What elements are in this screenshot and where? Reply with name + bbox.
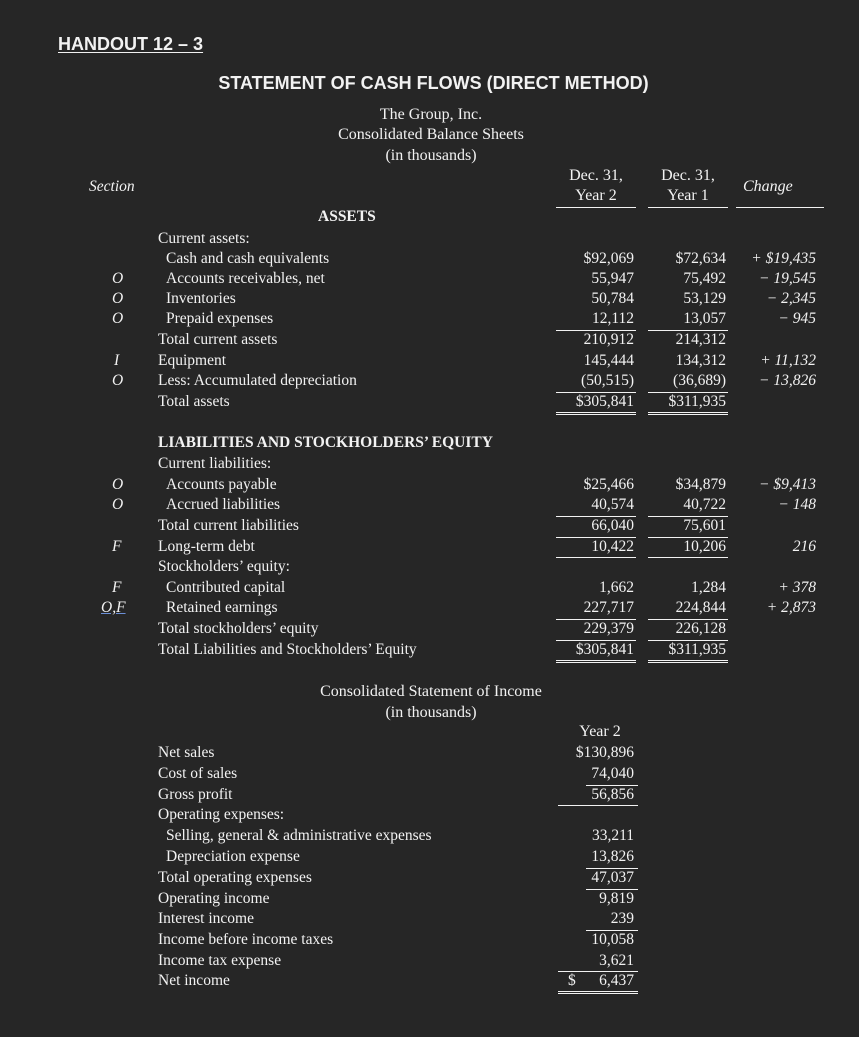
ap-y1: $34,879 <box>675 476 726 493</box>
balance-sheet-units: (in thousands) <box>385 147 477 164</box>
header-underline-change <box>736 207 824 208</box>
header-underline-y1 <box>648 207 728 208</box>
cc-section: F <box>112 579 122 596</box>
current-assets-heading: Current assets: <box>158 230 250 247</box>
inventories-y2: 50,784 <box>591 290 634 307</box>
cost-of-sales-label: Cost of sales <box>158 765 238 782</box>
current-liabilities-heading: Current liabilities: <box>158 455 272 472</box>
tax-value: 3,621 <box>599 952 634 969</box>
re-section: O,F <box>101 599 126 616</box>
accum-dep-section: O <box>112 372 124 389</box>
handout-number: HANDOUT 12 – 3 <box>58 34 204 54</box>
ap-change: − $9,413 <box>759 476 816 493</box>
equipment-y1: 134,312 <box>675 352 726 369</box>
total-se-label: Total stockholders’ equity <box>158 620 319 637</box>
total-current-liabilities-y1: 75,601 <box>683 517 726 534</box>
prepaid-y2: 12,112 <box>591 310 634 327</box>
ibt-value: 10,058 <box>591 931 634 948</box>
sga-label: Selling, general & administrative expenses <box>166 827 432 844</box>
cash-change: + $19,435 <box>751 250 816 267</box>
cash-y1: $72,634 <box>675 250 726 267</box>
assets-heading: ASSETS <box>318 208 376 225</box>
cc-label: Contributed capital <box>166 579 286 596</box>
accrued-section: O <box>112 496 124 513</box>
header-underline-y2 <box>556 207 636 208</box>
ar-section: O <box>112 270 124 287</box>
gross-profit-label: Gross profit <box>158 786 233 803</box>
inventories-label: Inventories <box>166 290 236 307</box>
section-column-header: Section <box>89 178 135 195</box>
re-y1: 224,844 <box>675 599 726 616</box>
depreciation-expense-value: 13,826 <box>591 848 634 865</box>
equipment-change: + 11,132 <box>760 352 816 369</box>
ar-label: Accounts receivables, net <box>166 270 325 287</box>
change-column-header: Change <box>743 178 793 195</box>
gross-underline <box>558 805 638 806</box>
equipment-y2: 145,444 <box>583 352 634 369</box>
income-statement-units: (in thousands) <box>385 704 477 721</box>
total-assets-dbl-underline-y2 <box>556 412 636 415</box>
ltd-section: F <box>112 538 122 555</box>
tlse-dbl-underline-y2 <box>556 660 636 663</box>
net-income-value: 6,437 <box>599 972 634 989</box>
ap-label: Accounts payable <box>166 476 277 493</box>
company-name: The Group, Inc. <box>379 106 483 123</box>
accum-dep-y1: (36,689) <box>673 372 726 389</box>
net-income-dbl-underline <box>558 991 638 994</box>
total-assets-y1: $311,935 <box>668 393 726 410</box>
ltd-underline-y2 <box>556 557 636 558</box>
equipment-section: I <box>114 352 120 369</box>
total-liab-se-label: Total Liabilities and Stockholders’ Equity <box>158 641 417 658</box>
equipment-label: Equipment <box>158 352 227 369</box>
ar-change: − 19,545 <box>759 270 816 287</box>
cc-change: + 378 <box>778 579 816 596</box>
inventories-y1: 53,129 <box>683 290 726 307</box>
net-sales-label: Net sales <box>158 744 215 761</box>
accrued-label: Accrued liabilities <box>166 496 281 513</box>
ltd-y2: 10,422 <box>591 538 634 555</box>
operating-income-value: 9,819 <box>599 890 634 907</box>
year2-header-line2: Year 2 <box>575 187 617 204</box>
year1-header-line2: Year 1 <box>667 187 709 204</box>
page-title: STATEMENT OF CASH FLOWS (DIRECT METHOD) <box>218 73 649 93</box>
tlse-dbl-underline-y1 <box>648 660 728 663</box>
prepaid-section: O <box>112 310 124 327</box>
ap-y2: $25,466 <box>583 476 634 493</box>
accum-dep-change: − 13,826 <box>759 372 816 389</box>
year2-header-line1: Dec. 31, <box>569 167 623 184</box>
total-current-liabilities-label: Total current liabilities <box>158 517 299 534</box>
total-liab-se-y1: $311,935 <box>668 641 726 658</box>
year1-header-line1: Dec. 31, <box>661 167 715 184</box>
prepaid-y1: 13,057 <box>683 310 726 327</box>
interest-income-value: 239 <box>610 910 634 927</box>
income-year2-header: Year 2 <box>579 723 621 740</box>
income-statement-title: Consolidated Statement of Income <box>320 683 542 700</box>
tax-label: Income tax expense <box>158 952 282 969</box>
total-assets-dbl-underline-y1 <box>648 412 728 415</box>
inventories-change: − 2,345 <box>766 290 816 307</box>
ibt-label: Income before income taxes <box>158 931 334 948</box>
total-current-assets-label: Total current assets <box>158 331 278 348</box>
interest-income-label: Interest income <box>158 910 254 927</box>
total-liab-se-y2: $305,841 <box>575 641 634 658</box>
net-sales-value: $130,896 <box>575 744 634 761</box>
total-assets-y2: $305,841 <box>575 393 634 410</box>
total-assets-label: Total assets <box>158 393 230 410</box>
accum-dep-label: Less: Accumulated depreciation <box>158 372 357 389</box>
total-current-assets-y2: 210,912 <box>583 331 634 348</box>
accrued-y1: 40,722 <box>683 496 726 513</box>
inventories-section: O <box>112 290 124 307</box>
total-opex-label: Total operating expenses <box>158 869 312 886</box>
sga-value: 33,211 <box>591 827 634 844</box>
net-income-label: Net income <box>158 972 230 989</box>
ar-y1: 75,492 <box>683 270 726 287</box>
ltd-change: 216 <box>792 538 816 555</box>
ap-section: O <box>112 476 124 493</box>
cost-of-sales-value: 74,040 <box>591 765 634 782</box>
prepaid-change: − 945 <box>778 310 816 327</box>
prepaid-label: Prepaid expenses <box>166 310 274 327</box>
net-income-dollar: $ <box>568 972 576 989</box>
stockholders-equity-heading: Stockholders’ equity: <box>158 558 290 575</box>
re-label: Retained earnings <box>166 599 278 616</box>
total-current-liabilities-y2: 66,040 <box>591 517 634 534</box>
re-y2: 227,717 <box>583 599 634 616</box>
operating-income-label: Operating income <box>158 890 270 907</box>
ltd-y1: 10,206 <box>683 538 726 555</box>
ltd-underline-y1 <box>648 557 728 558</box>
liabilities-heading: LIABILITIES AND STOCKHOLDERS’ EQUITY <box>158 434 493 451</box>
total-se-y2: 229,379 <box>583 620 634 637</box>
ltd-label: Long-term debt <box>158 538 255 555</box>
total-opex-value: 47,037 <box>591 869 634 886</box>
cash-y2: $92,069 <box>583 250 634 267</box>
accrued-change: − 148 <box>778 496 816 513</box>
opex-heading: Operating expenses: <box>158 806 285 823</box>
depreciation-expense-label: Depreciation expense <box>166 848 300 865</box>
cc-y2: 1,662 <box>599 579 634 596</box>
accum-dep-y2: (50,515) <box>581 372 634 389</box>
gross-profit-value: 56,856 <box>591 786 634 803</box>
re-change: + 2,873 <box>766 599 816 616</box>
accrued-y2: 40,574 <box>591 496 634 513</box>
total-se-y1: 226,128 <box>675 620 726 637</box>
ar-y2: 55,947 <box>591 270 634 287</box>
cash-label: Cash and cash equivalents <box>166 250 330 267</box>
balance-sheet-title: Consolidated Balance Sheets <box>338 126 524 143</box>
cc-y1: 1,284 <box>691 579 726 596</box>
total-current-assets-y1: 214,312 <box>675 331 726 348</box>
